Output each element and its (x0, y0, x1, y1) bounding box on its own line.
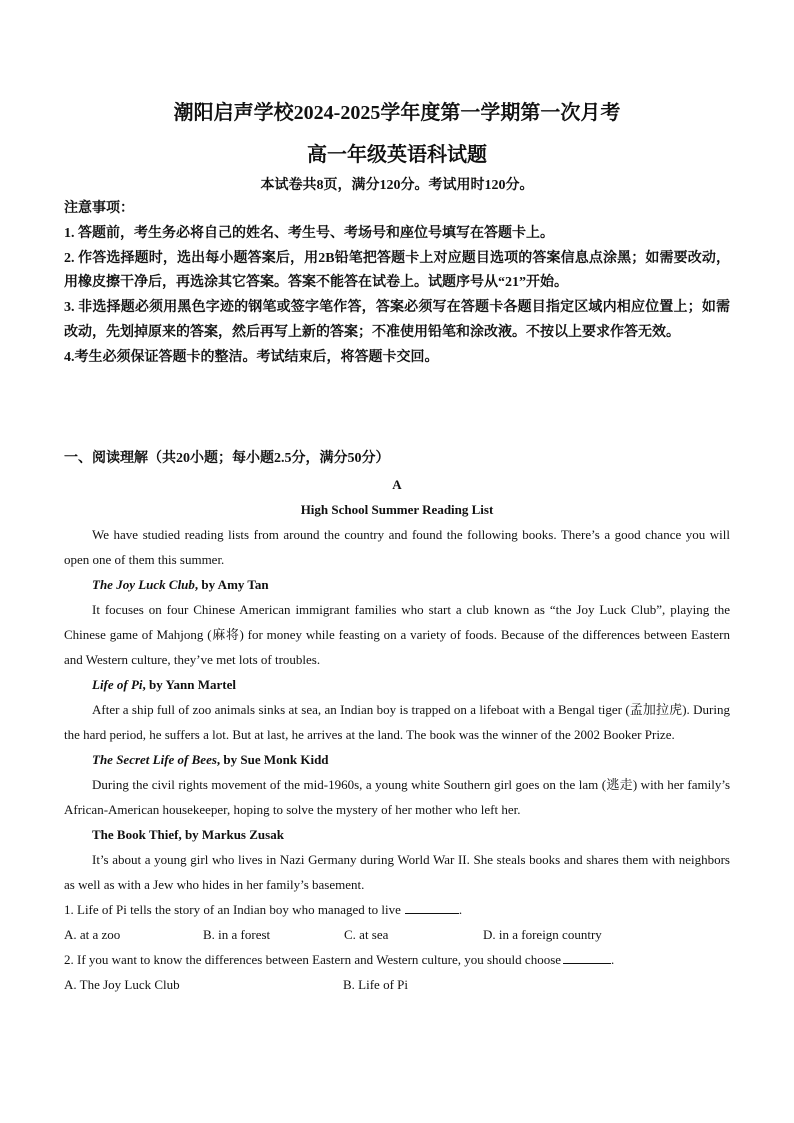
question-stem: 2. If you want to know the differences between Eastern and Western culture, you should choose (64, 952, 562, 967)
note-item-4: 4.考生必须保证答题卡的整洁。考试结束后，将答题卡交回。 (64, 349, 439, 365)
book-description: After a ship full of zoo animals sinks at sea, an Indian boy is trapped on a lifeboat with a Bengal tiger (孟加拉虎). During the hard period, he suffers a lot. But at last, he arrives at the land. The book was the winner of the 2002 Booker Prize. (64, 702, 730, 742)
passage-title: High School Summer Reading List (300, 502, 494, 517)
option-b: B. in a forest (203, 927, 271, 942)
question-1: 1. Life of Pi tells the story of an Indian boy who managed to live . (64, 897, 730, 922)
exam-subject-title: 高一年级英语科试题 (307, 144, 487, 166)
option-c: C. at sea (344, 927, 389, 942)
note-item-1: 1. 答题前，考生务必将自己的姓名、考生号、考场号和座位号填写在答题卡上。 (64, 225, 554, 241)
notes-heading: 注意事项： (64, 201, 134, 216)
reading-passage (64, 472, 730, 997)
exam-info: 本试卷共8页，满分120分。考试用时120分。 (260, 178, 534, 193)
book-heading (64, 572, 730, 597)
book-author: , by Yann Martel (142, 677, 236, 692)
option-b: B. Life of Pi (343, 977, 408, 992)
notes-section (64, 197, 730, 371)
book-title: The Book Thief, by Markus Zusak (92, 827, 284, 842)
book-author: , by Sue Monk Kidd (216, 752, 329, 767)
note-item-3: 3. 非选择题必须用黑色字迹的钢笔或签字笔作答，答案必须写在答题卡各题目指定区域内相应位置上；如需改动，先划掉原来的答案，然后再写上新的答案；不准使用铅笔和涂改液。不按以上要求作答无效。 (64, 300, 730, 340)
book-description: During the civil rights movement of the mid-1960s, a young white Southern girl goes on the lam (逃走) with her family’s African-American housekeeper, hoping to solve the mystery of her mother who left her. (64, 777, 730, 817)
note-item-2: 2. 作答选择题时，选出每小题答案后，用2B铅笔把答题卡上对应题目选项的答案信息点涂黑；如需要改动，用橡皮擦干净后，再选涂其它答案。答案不能答在试卷上。试题序号从“21”开始。 (64, 250, 730, 291)
question-2: 2. If you want to know the differences between Eastern and Western culture, you should choose . (64, 947, 730, 972)
section-heading: 一、阅读理解（共20小题；每小题2.5分，满分50分） (64, 451, 390, 466)
book-heading (64, 747, 730, 772)
book-author: , by Amy Tan (194, 577, 269, 592)
book-heading (64, 672, 730, 697)
book-heading (64, 822, 730, 847)
option-d: D. in a foreign country (483, 927, 602, 942)
option-a: A. at a zoo (64, 927, 121, 942)
book-title: The Joy Luck Club (92, 577, 195, 592)
answer-blank (563, 949, 611, 964)
passage-letter: A (392, 477, 402, 492)
passage-intro: We have studied reading lists from around the country and found the following books. There’s a good chance you will open one of them this summer. (64, 527, 730, 567)
question-stem: 1. Life of Pi tells the story of an Indian boy who managed to live (64, 902, 401, 917)
answer-blank (405, 899, 459, 914)
book-title: Life of Pi (92, 677, 143, 692)
option-a: A. The Joy Luck Club (64, 977, 180, 992)
exam-title: 潮阳启声学校2024-2025学年度第一学期第一次月考 (173, 102, 621, 124)
question-1-options (64, 922, 730, 947)
book-title: The Secret Life of Bees (92, 752, 217, 767)
book-description: It focuses on four Chinese American immigrant families who start a club known as “the Joy Luck Club”, playing the Chinese game of Mahjong (麻将) for money while feasting on a variety of foods. Because of the differences between Eastern and Western culture, they’ve met lots of troubles. (64, 602, 730, 667)
question-2-options (64, 972, 730, 997)
book-description: It’s about a young girl who lives in Nazi Germany during World War II. She steals books and shares them with neighbors as well as with a Jew who hides in her family’s basement. (64, 852, 730, 892)
